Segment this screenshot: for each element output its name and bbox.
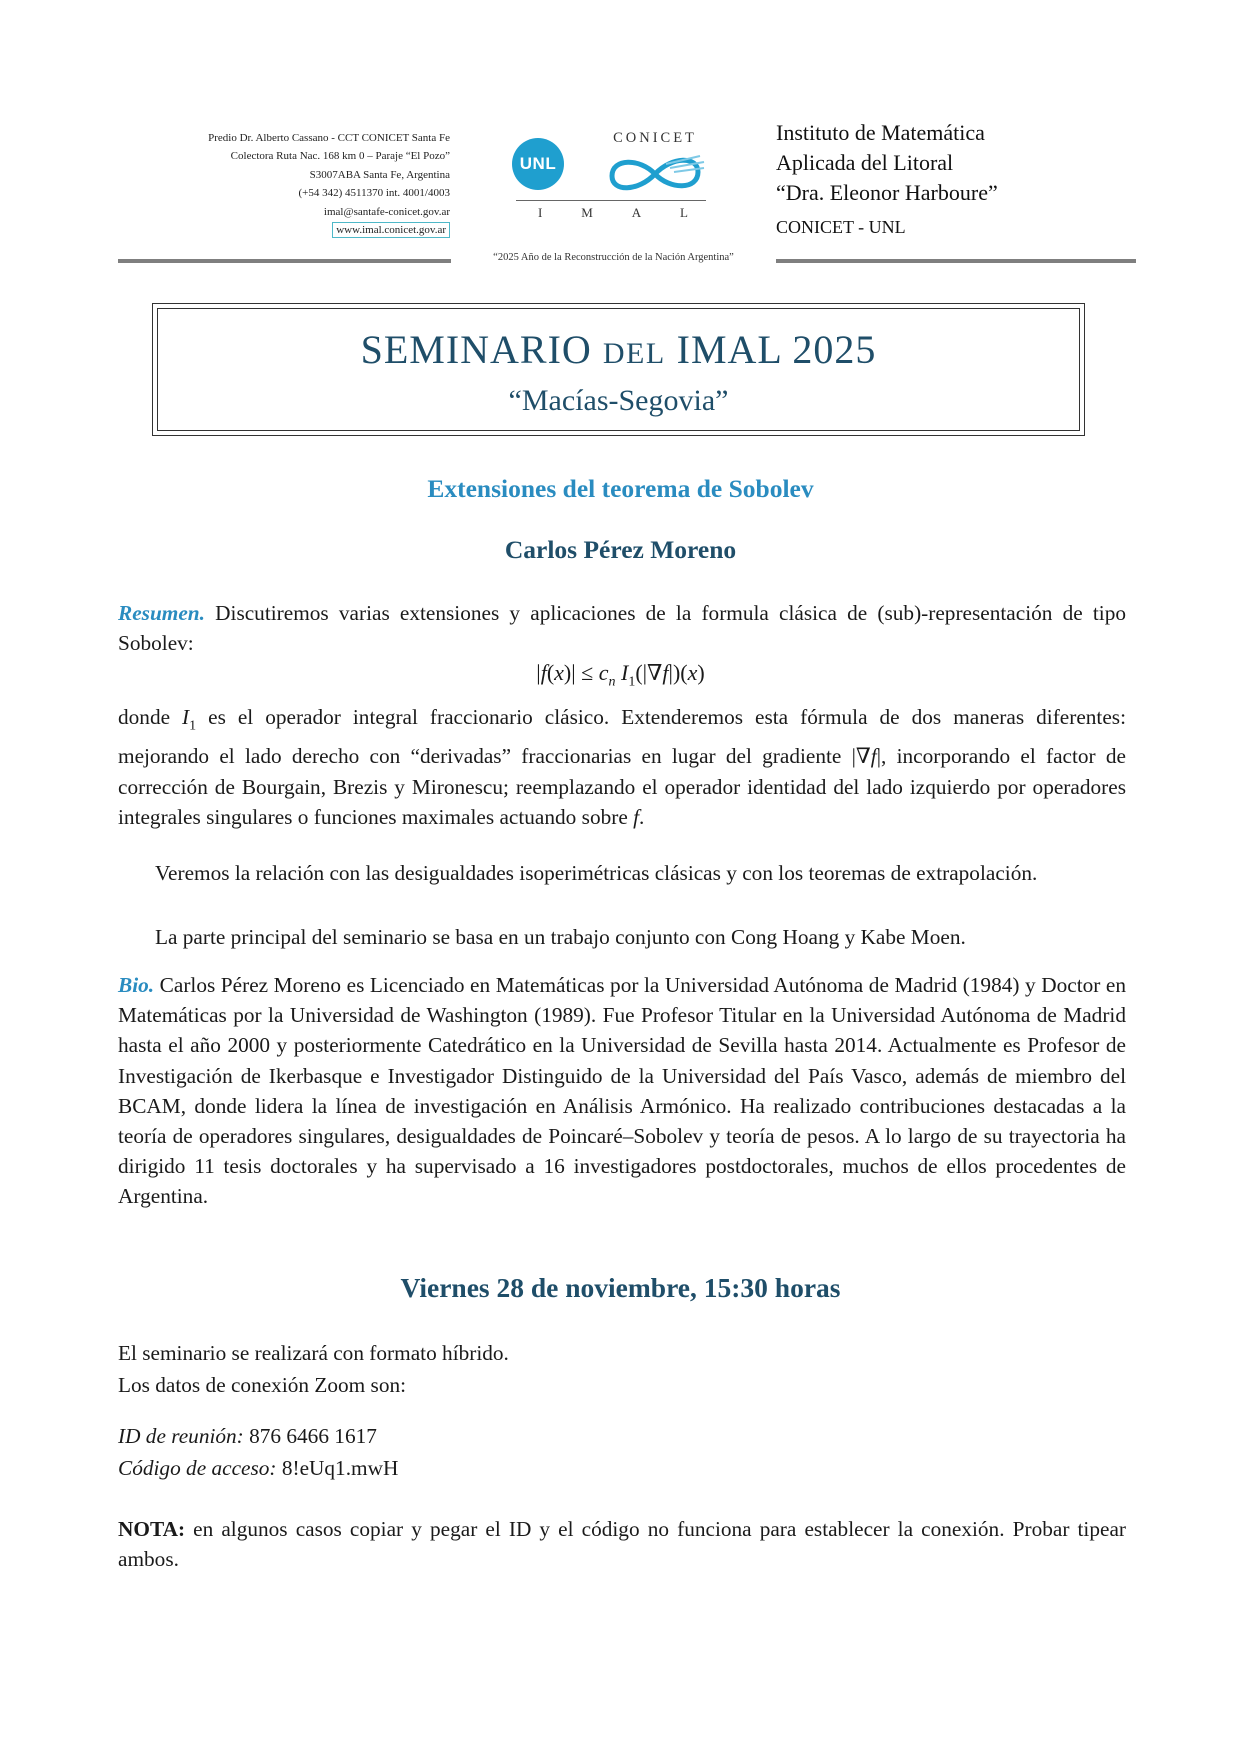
bio-text: Carlos Pérez Moreno es Licenciado en Matemáticas por la Universidad Autónoma de Madrid (1984) y Doctor en Matemáticas por la Universidad de Washington (1989). Fue Profesor Titular en la Universidad Autónoma de Madrid hasta el año 2000 y posteriormente Catedrático en la Universidad de Sevilla hasta 2014. Actualmente es Profesor de Investigación de Ikerbasque e Investigador Distinguido de la Universidad del País Vasco, además de miembro del BCAM, donde lidera la línea de investigación en Análisis Armónico. Ha realizado contribuciones destacadas a la teoría de operadores singulares, desigualdades de Poincaré–Sobolev y teoría de pesos. A lo largo de su trayectoria ha dirigido 11 tesis doctorales y ha supervisado a 16 investigadores postdoctorales, muchos de ellos procedentes de Argentina. xyxy=(118,973,1126,1209)
seminar-title-small-caps: DEL xyxy=(602,337,666,370)
passcode-label: Código de acceso: xyxy=(118,1456,277,1480)
math-subscript: 1 xyxy=(189,718,197,734)
imal-logo xyxy=(504,126,714,226)
address-line: Predio Dr. Alberto Cassano - CCT CONICET Santa Fe xyxy=(208,132,450,144)
seminar-subtitle: “Macías-Segovia” xyxy=(508,384,729,417)
speaker-name: Carlos Pérez Moreno xyxy=(504,535,737,564)
imal-letter: A xyxy=(631,205,642,220)
logo-divider xyxy=(516,200,706,201)
seminar-title-box xyxy=(152,303,1085,436)
meeting-id-value: 876 6466 1617 xyxy=(249,1424,377,1448)
passcode-row xyxy=(118,1453,398,1483)
abstract-intro-text: Discutiremos varias extensiones y aplicaciones de la formula clásica de (sub)-representación de tipo Sobolev: xyxy=(118,601,1126,656)
imal-letter: M xyxy=(581,205,593,220)
event-datetime: Viernes 28 de noviembre, 15:30 horas xyxy=(400,1272,841,1303)
address-line: S3007ABA Santa Fe, Argentina xyxy=(309,168,450,181)
abstract-intro xyxy=(118,598,1126,658)
abstract-body xyxy=(118,702,1126,832)
email-line: imal@santafe-conicet.gov.ar xyxy=(323,205,450,218)
abstract-text: donde xyxy=(118,705,183,729)
address-line: Colectora Ruta Nac. 168 km 0 – Paraje “El Pozo” xyxy=(230,150,450,163)
abstract-text: . xyxy=(639,804,645,829)
header-rule-left xyxy=(118,259,451,263)
header-rule-right xyxy=(776,259,1136,263)
abstract-text: , incorporando el factor de corrección de Bourgain, Brezis y Mironescu; reemplazando el operador identidad del lado izquierdo por operadores integrales singulares o funciones maximales actuando sobre xyxy=(118,744,1127,829)
imal-letter: I xyxy=(538,205,543,220)
national-motto: “2025 Año de la Reconstrucción de la Nación Argentina” xyxy=(493,252,734,263)
institute-line: “Dra. Eleonor Harboure” xyxy=(776,180,998,205)
unl-logo-icon: UNL xyxy=(512,138,564,190)
meeting-id-label: ID de reunión: xyxy=(118,1424,244,1448)
institute-name xyxy=(776,118,998,242)
abstract-label: Resumen. xyxy=(118,601,205,625)
seminar-title-part: IMAL 2025 xyxy=(665,327,877,372)
bio-label: Bio. xyxy=(118,973,155,997)
note-label: NOTA: xyxy=(118,1517,186,1541)
passcode-value: 8!eUq1.mwH xyxy=(281,1456,399,1480)
seminar-title xyxy=(153,326,1084,373)
abstract-paragraph-2: Veremos la relación con las desigualdades isoperimétricas clásicas y con los teoremas de extrapolación. xyxy=(155,861,1038,885)
seminar-title-part: SEMINARIO xyxy=(360,327,603,372)
meeting-id-row xyxy=(118,1421,377,1451)
zoom-intro: Los datos de conexión Zoom son: xyxy=(118,1373,407,1397)
institute-address-block xyxy=(120,129,450,239)
imal-letters xyxy=(518,205,708,221)
math-f: f xyxy=(633,804,640,829)
bio-paragraph xyxy=(118,970,1126,1212)
math-I1: I xyxy=(182,705,190,729)
talk-title: Extensiones del teorema de Sobolev xyxy=(427,474,814,503)
website-link[interactable]: www.imal.conicet.gov.ar xyxy=(332,222,450,238)
abstract-text: es el operador integral fraccionario clásico. Extenderemos esta fórmula de dos maneras diferentes: mejorando el lado derecho con “derivadas” fraccionarias en lugar del gradiente xyxy=(118,705,1127,769)
imal-letter: L xyxy=(680,205,688,220)
math-gradient: |∇f| xyxy=(851,744,881,769)
institute-line: Instituto de Matemática xyxy=(776,120,985,145)
institute-line: Aplicada del Litoral xyxy=(776,150,954,175)
institute-affiliation: CONICET - UNL xyxy=(776,217,906,237)
note-text: en algunos casos copiar y pegar el ID y el código no funciona para establecer la conexión. Probar tipear ambos. xyxy=(118,1517,1126,1572)
sobolev-formula: $|f(x)| \le c_n$ $I_1(|\nabla f|)(x)$ xyxy=(536,660,705,690)
format-line: El seminario se realizará con formato híbrido. xyxy=(118,1341,509,1365)
phone-line: (+54 342) 4511370 int. 4001/4003 xyxy=(298,187,450,200)
conicet-wordmark: CONICET xyxy=(613,130,697,146)
conicet-infinity-icon xyxy=(600,150,710,198)
abstract-paragraph-3: La parte principal del seminario se basa en un trabajo conjunto con Cong Hoang y Kabe Moen. xyxy=(155,925,966,949)
connection-note xyxy=(118,1514,1126,1574)
